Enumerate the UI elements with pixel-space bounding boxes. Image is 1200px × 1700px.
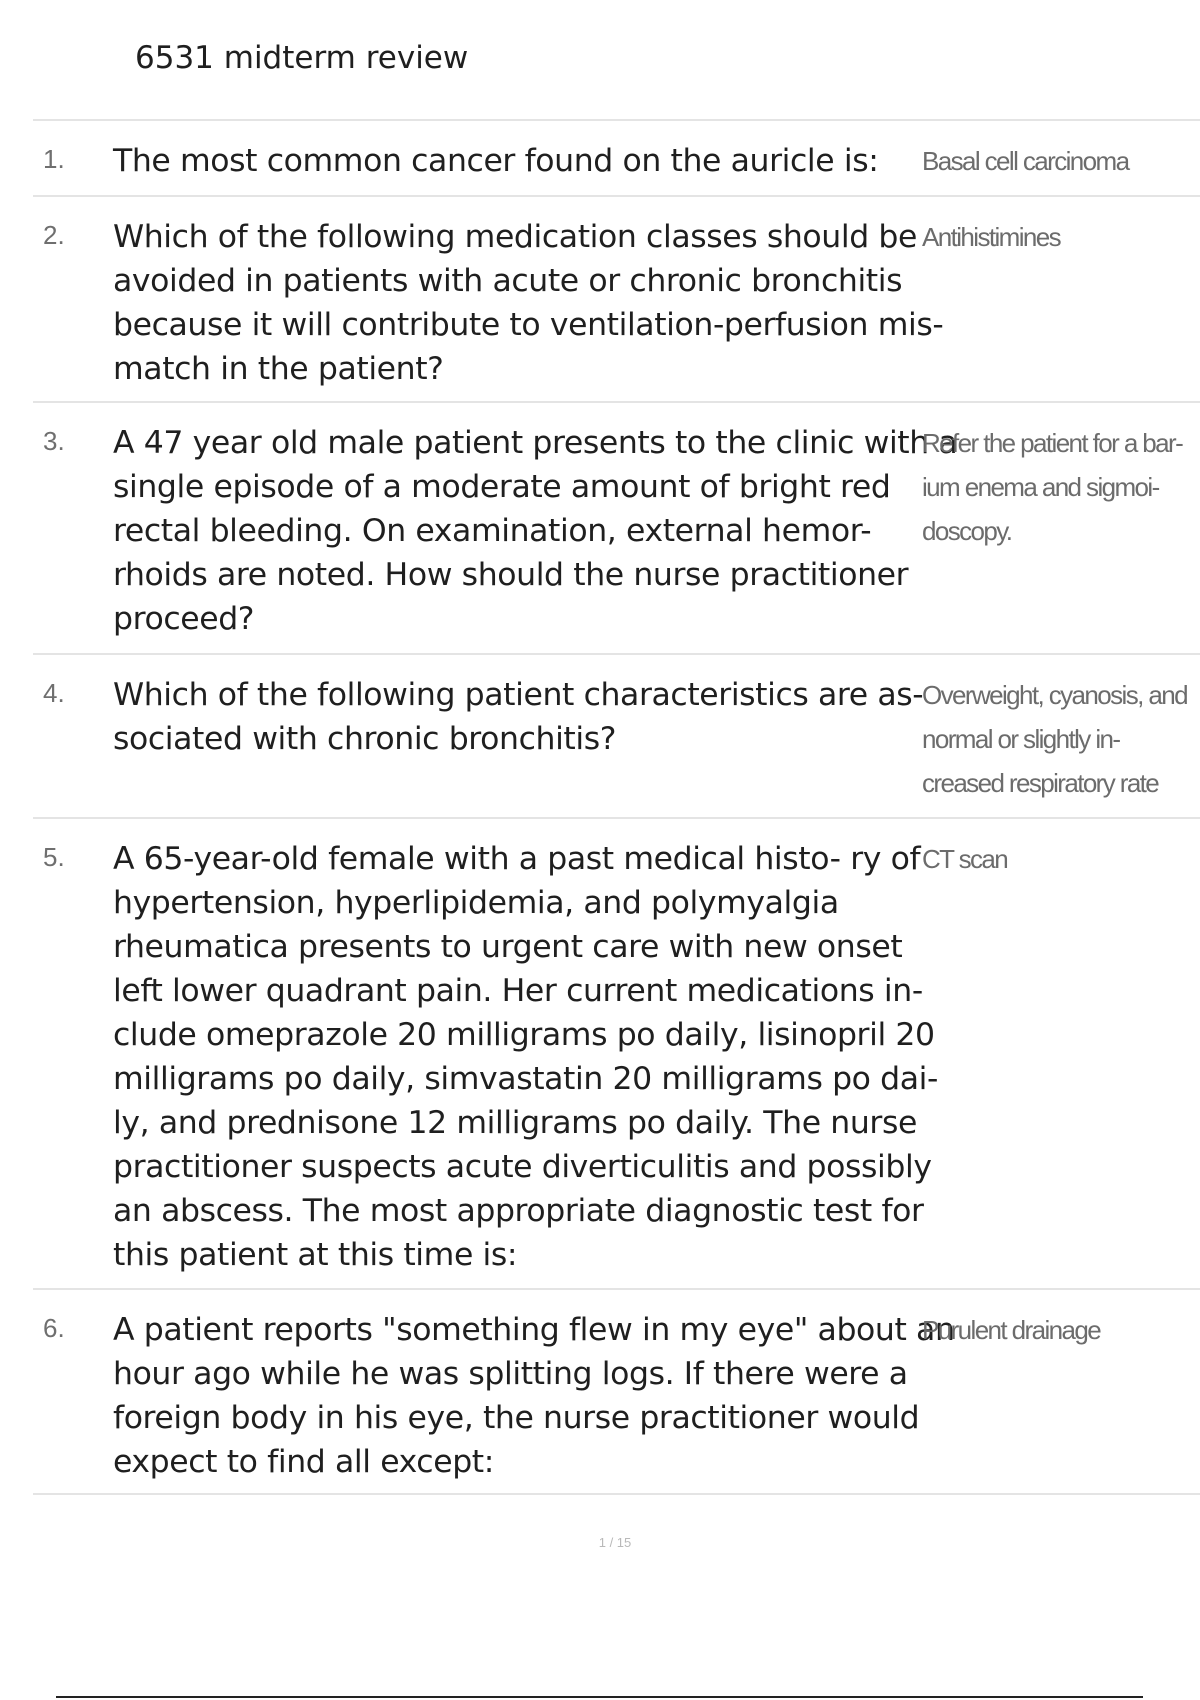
question-number: 2. <box>43 220 65 250</box>
qa-row <box>33 197 1200 403</box>
qa-list <box>33 119 1200 1495</box>
qa-row <box>33 403 1200 655</box>
question-text: The most common cancer found on the auricle is: <box>113 143 879 179</box>
question-number: 5. <box>43 842 65 872</box>
answer-text: Overweight, cyanosis, and normal or slightly in- creased respiratory rate <box>922 680 1187 798</box>
question-text: A patient reports "something flew in my eye" about an hour ago while he was splitting logs. If there were a foreign body in his eye, the nurse practitioner would expect to find all except: <box>113 1312 955 1480</box>
answer-text: Basal cell carcinoma <box>922 146 1129 176</box>
qa-row <box>33 819 1200 1290</box>
qa-row <box>33 655 1200 819</box>
question-text: Which of the following patient characteristics are as- sociated with chronic bronchitis? <box>113 677 924 757</box>
answer-text: Purulent drainage <box>922 1315 1101 1345</box>
answer-text: Refer the patient for a bar- ium enema and sigmoi- doscopy. <box>922 428 1183 546</box>
qa-row <box>33 121 1200 197</box>
page-indicator: 1 / 15 <box>598 1535 632 1550</box>
answer-text: CT scan <box>922 844 1008 874</box>
answer-text: Antihistimines <box>922 222 1060 252</box>
question-text: A 65-year-old female with a past medical histo- ry of hypertension, hyperlipidemia, and polymyalgia rheumatica presents to urgent care with new onset left lower quadrant pain. Her current medications in- clude omeprazole 20 milligrams po daily, lisinopril 20 milligrams po daily, simvastatin 20 milligrams po dai- ly, and prednisone 12 milligrams po daily. The nurse practitioner suspects acute diverticulitis and possibly an abscess. The most appropriate diagnostic test for this patient at this time is: <box>113 841 938 1273</box>
question-number: 4. <box>43 678 65 708</box>
question-text: A 47 year old male patient presents to the clinic with a single episode of a moderate amount of bright red rectal bleeding. On examination, external hemor- rhoids are noted. How should the nurse practitioner proceed? <box>113 425 958 637</box>
question-text: Which of the following medication classes should be avoided in patients with acute or chronic bronchitis because it will contribute to ventilation-perfusion mis- match in the patient? <box>113 219 944 387</box>
page-title: 6531 midterm review <box>135 40 469 76</box>
page-bottom-divider <box>56 1696 1143 1698</box>
question-number: 6. <box>43 1313 65 1343</box>
qa-row <box>33 1290 1200 1495</box>
question-number: 1. <box>43 144 65 174</box>
question-number: 3. <box>43 426 65 456</box>
